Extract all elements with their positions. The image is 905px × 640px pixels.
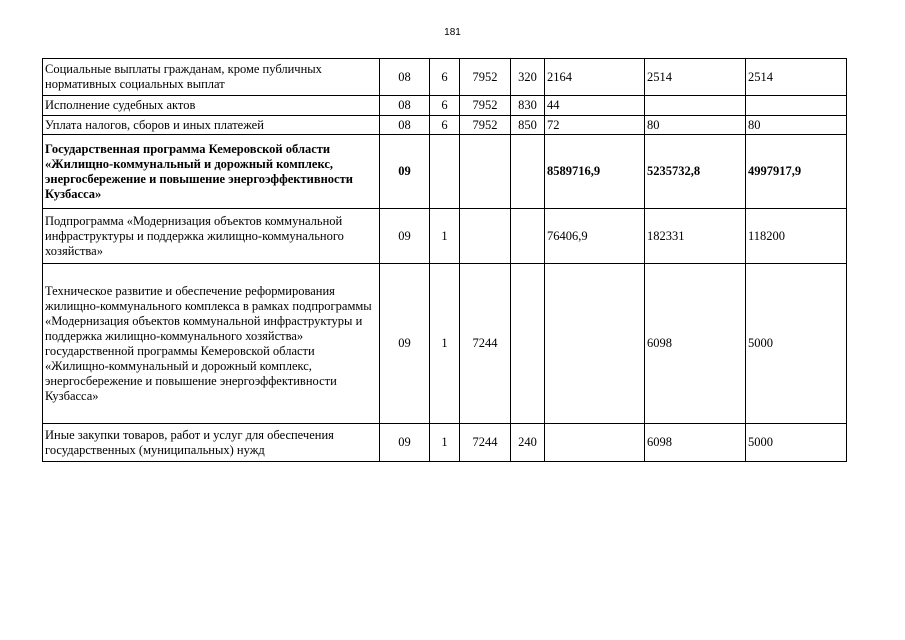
gp-code: 09 (380, 264, 430, 424)
gp-code: 09 (380, 424, 430, 462)
expense-type-code: 320 (511, 59, 545, 96)
gp-code: 08 (380, 116, 430, 135)
target-code: 7952 (460, 116, 511, 135)
year1-value: 44 (545, 96, 645, 116)
pp-code: 1 (430, 424, 460, 462)
row-name: Иные закупки товаров, работ и услуг для обеспечения государственных (муниципальных) нужд (43, 424, 380, 462)
row-name: Уплата налогов, сборов и иных платежей (43, 116, 380, 135)
table-row (43, 96, 847, 116)
table-row (43, 209, 847, 264)
pp-code (430, 135, 460, 209)
row-name: Социальные выплаты гражданам, кроме публичных нормативных социальных выплат (43, 59, 380, 96)
row-name: Государственная программа Кемеровской области «Жилищно-коммунальный и дорожный комплекс, энергосбережение и повышение энергоэффективности Кузбасса» (43, 135, 380, 209)
pp-code: 6 (430, 116, 460, 135)
year3-value: 2514 (746, 59, 847, 96)
year1-value: 76406,9 (545, 209, 645, 264)
expense-type-code (511, 209, 545, 264)
year2-value (645, 96, 746, 116)
year3-value: 80 (746, 116, 847, 135)
table-row (43, 116, 847, 135)
table-row (43, 264, 847, 424)
table-row (43, 424, 847, 462)
row-name: Подпрограмма «Модернизация объектов коммунальной инфраструктуры и поддержка жилищно-коммунального хозяйства» (43, 209, 380, 264)
year2-value: 6098 (645, 264, 746, 424)
year2-value: 2514 (645, 59, 746, 96)
target-code: 7244 (460, 264, 511, 424)
target-code: 7244 (460, 424, 511, 462)
year1-value: 8589716,9 (545, 135, 645, 209)
year3-value: 118200 (746, 209, 847, 264)
year1-value: 72 (545, 116, 645, 135)
row-name: Исполнение судебных актов (43, 96, 380, 116)
row-name: Техническое развитие и обеспечение реформирования жилищно-коммунального комплекса в рамках подпрограммы «Модернизация объектов коммунальной инфраструктуры и поддержка жилищно-коммунального хозяйства» государственной программы Кемеровской области «Жилищно-коммунальный и дорожный комплекс, энергосбережение и повышение энергоэффективности Кузбасса» (43, 264, 380, 424)
year3-value: 5000 (746, 264, 847, 424)
table-row (43, 59, 847, 96)
pp-code: 1 (430, 209, 460, 264)
pp-code: 1 (430, 264, 460, 424)
table-row-program (43, 135, 847, 209)
year2-value: 5235732,8 (645, 135, 746, 209)
year2-value: 182331 (645, 209, 746, 264)
year3-value: 4997917,9 (746, 135, 847, 209)
target-code: 7952 (460, 96, 511, 116)
year3-value: 5000 (746, 424, 847, 462)
gp-code: 09 (380, 209, 430, 264)
year1-value: 2164 (545, 59, 645, 96)
year1-value (545, 424, 645, 462)
gp-code: 08 (380, 59, 430, 96)
expense-type-code (511, 135, 545, 209)
expense-type-code: 850 (511, 116, 545, 135)
target-code (460, 135, 511, 209)
target-code (460, 209, 511, 264)
gp-code: 08 (380, 96, 430, 116)
page-number: 181 (444, 27, 461, 38)
expense-type-code: 830 (511, 96, 545, 116)
gp-code: 09 (380, 135, 430, 209)
pp-code: 6 (430, 59, 460, 96)
year2-value: 80 (645, 116, 746, 135)
pp-code: 6 (430, 96, 460, 116)
target-code: 7952 (460, 59, 511, 96)
expense-type-code (511, 264, 545, 424)
budget-table (42, 58, 847, 462)
year2-value: 6098 (645, 424, 746, 462)
year1-value (545, 264, 645, 424)
expense-type-code: 240 (511, 424, 545, 462)
year3-value (746, 96, 847, 116)
